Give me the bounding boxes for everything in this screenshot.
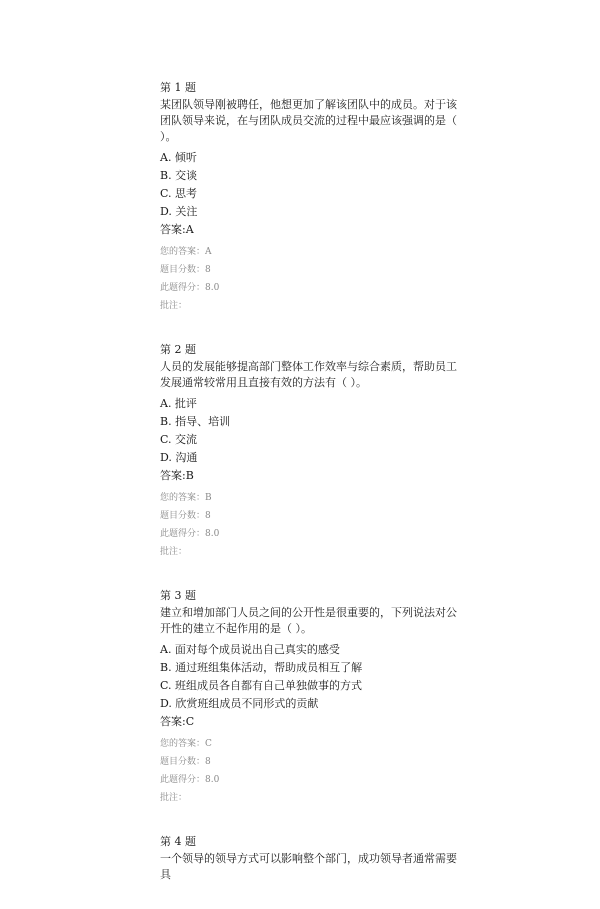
question-stem: 人员的发展能够提高部门整体工作效率与综合素质，帮助员工发展通常较常用且直接有效的方法有（ ）。 (160, 360, 457, 389)
option-c: C. 班组成员各自都有自己单独做事的方式 (160, 679, 363, 692)
option-d: D. 沟通 (160, 451, 198, 464)
earned-score: 此题得分：8.0 (160, 283, 220, 293)
question-title: 第 3 题 (160, 589, 196, 602)
option-d: D. 欣赏班组成员不同形式的贡献 (160, 697, 319, 710)
question-stem: 建立和增加部门人员之间的公开性是很重要的，下列说法对公开性的建立不起作用的是（ ）。 (160, 606, 457, 635)
comment: 批注： (160, 547, 188, 557)
question-stem: 某团队领导刚被聘任，他想更加了解该团队中的成员。对于该团队领导来说，在与团队成员交流的过程中最应该强调的是（ ）。 (160, 98, 457, 143)
question-title: 第 1 题 (160, 81, 196, 94)
correct-answer: 答案:A (160, 223, 194, 236)
option-a: A. 批评 (160, 397, 197, 410)
question-score: 题目分数：8 (160, 757, 211, 767)
your-answer: 您的答案：C (160, 739, 212, 749)
option-c: C. 思考 (160, 187, 198, 200)
question-3 (160, 587, 460, 807)
correct-answer: 答案:C (160, 715, 195, 728)
your-answer: 您的答案：A (160, 247, 212, 257)
your-answer: 您的答案：B (160, 493, 212, 503)
option-d: D. 关注 (160, 205, 198, 218)
question-1 (160, 79, 460, 315)
document-page (160, 79, 460, 909)
option-b: B. 通过班组集体活动，帮助成员相互了解 (160, 661, 363, 674)
question-stem: 一个领导的领导方式可以影响整个部门，成功领导者通常需要具 (160, 852, 457, 881)
question-title: 第 2 题 (160, 343, 196, 356)
correct-answer: 答案:B (160, 469, 194, 482)
question-score: 题目分数：8 (160, 265, 211, 275)
option-b: B. 交谈 (160, 169, 198, 182)
option-a: A. 倾听 (160, 151, 197, 164)
comment: 批注： (160, 301, 188, 311)
question-title: 第 4 题 (160, 835, 196, 848)
question-2 (160, 341, 460, 561)
option-c: C. 交流 (160, 433, 198, 446)
option-b: B. 指导、培训 (160, 415, 231, 428)
earned-score: 此题得分：8.0 (160, 775, 220, 785)
question-score: 题目分数：8 (160, 511, 211, 521)
option-a: A. 面对每个成员说出自己真实的感受 (160, 643, 340, 656)
earned-score: 此题得分：8.0 (160, 529, 220, 539)
comment: 批注： (160, 793, 188, 803)
question-4 (160, 833, 460, 883)
